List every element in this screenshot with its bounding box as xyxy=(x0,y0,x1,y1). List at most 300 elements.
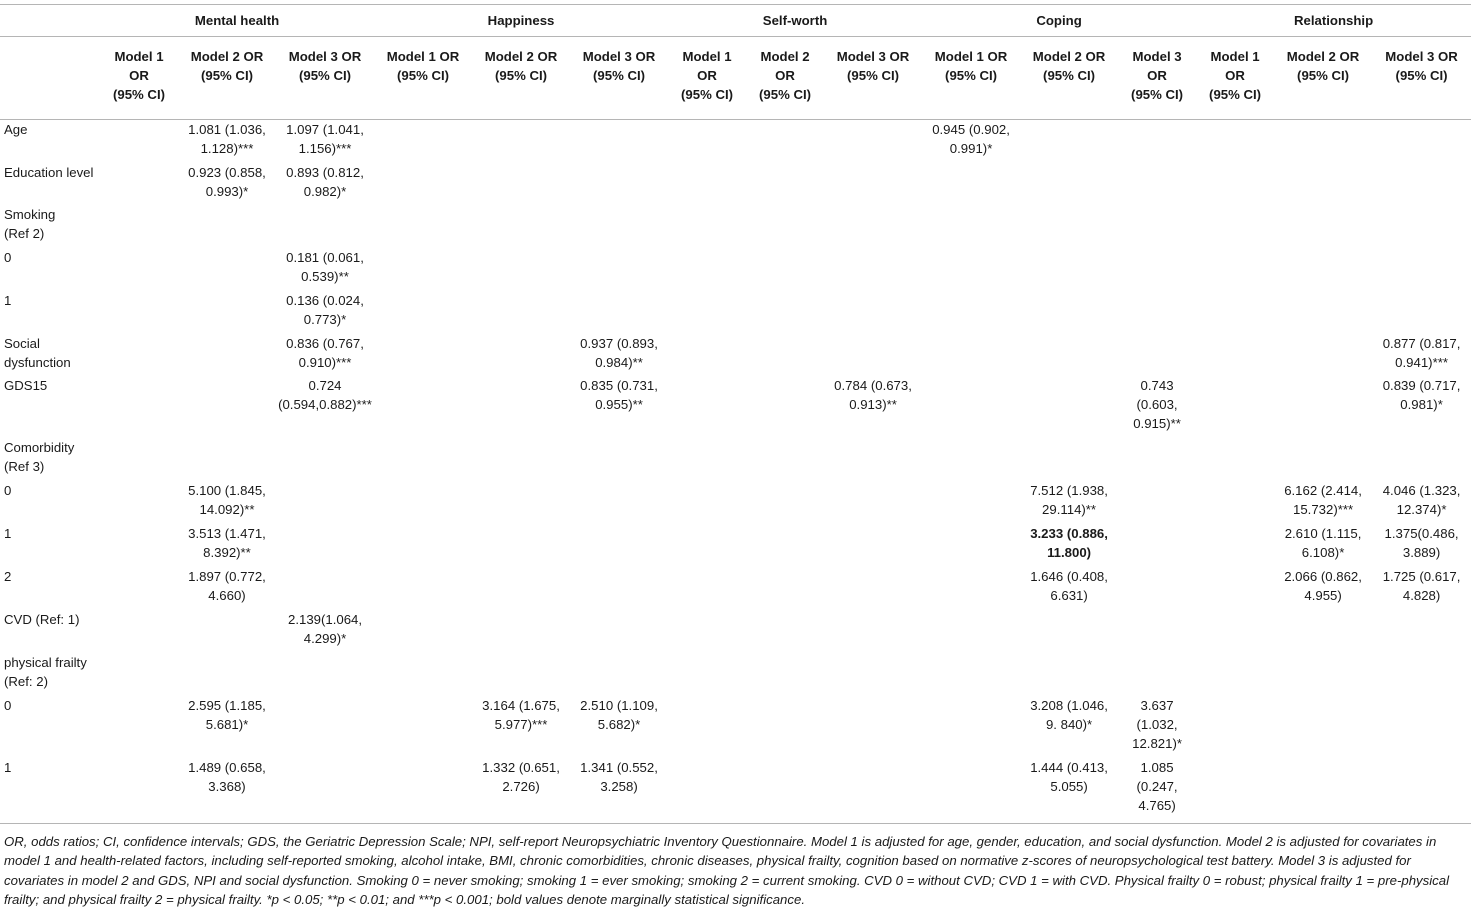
data-cell xyxy=(922,334,1020,376)
data-cell xyxy=(1118,567,1196,610)
cell-line: 0.923 (0.858, xyxy=(188,164,266,180)
cell-line: (95% CI) xyxy=(299,68,352,83)
cell-line: 1.897 (0.772, xyxy=(188,568,266,584)
data-cell xyxy=(100,567,178,610)
data-cell xyxy=(178,120,276,163)
data-cell xyxy=(1274,438,1372,481)
group-mental-health: Mental health xyxy=(100,5,374,37)
data-cell xyxy=(472,248,570,291)
cell-line: 1 xyxy=(4,759,12,775)
cell-line: 0.913)** xyxy=(849,396,897,412)
data-cell xyxy=(1372,758,1471,824)
data-cell xyxy=(374,610,472,653)
data-cell xyxy=(100,610,178,653)
data-cell xyxy=(668,376,746,438)
data-cell xyxy=(1372,334,1471,376)
data-cell xyxy=(1372,696,1471,758)
data-cell xyxy=(472,653,570,696)
data-cell xyxy=(1020,205,1118,248)
model-header-9 xyxy=(824,37,922,120)
data-cell xyxy=(374,758,472,824)
row-label xyxy=(0,163,100,205)
data-cell xyxy=(1118,205,1196,248)
data-cell xyxy=(824,758,922,824)
cell-line: 0 xyxy=(4,249,12,265)
data-cell xyxy=(1020,334,1118,376)
table-row xyxy=(0,481,1471,524)
cell-line: Model 2 OR xyxy=(484,49,558,64)
data-cell xyxy=(100,291,178,334)
cell-line: 3.164 (1.675, xyxy=(482,697,560,713)
data-cell xyxy=(100,120,178,163)
model-header-row xyxy=(0,37,1471,120)
data-cell xyxy=(668,120,746,163)
data-cell xyxy=(276,291,374,334)
data-cell xyxy=(824,205,922,248)
cell-line: 0.993)* xyxy=(205,183,249,199)
cell-line: 0.937 (0.893, xyxy=(580,335,658,351)
data-cell xyxy=(824,696,922,758)
data-cell xyxy=(922,376,1020,438)
cell-line: Model 1 xyxy=(1210,49,1260,64)
row-label xyxy=(0,696,100,758)
data-cell xyxy=(1118,524,1196,567)
data-cell xyxy=(668,334,746,376)
cell-line: 0.181 (0.061, xyxy=(286,249,364,265)
data-cell xyxy=(668,524,746,567)
data-cell xyxy=(374,163,472,205)
data-cell xyxy=(824,163,922,205)
data-cell xyxy=(374,438,472,481)
cell-line: GDS15 xyxy=(4,377,48,393)
data-cell xyxy=(1274,481,1372,524)
cell-line: (95% CI) xyxy=(1395,68,1448,83)
group-relationship: Relationship xyxy=(1196,5,1471,37)
data-cell xyxy=(1118,758,1196,824)
cell-line: Model 1 OR xyxy=(386,49,460,64)
data-cell xyxy=(1274,610,1372,653)
model-header-11 xyxy=(1020,37,1118,120)
cell-line: 3.513 (1.471, xyxy=(188,525,266,541)
data-cell xyxy=(1196,291,1274,334)
data-cell xyxy=(472,291,570,334)
cell-line: (95% CI) xyxy=(945,68,998,83)
cell-line: 1 xyxy=(4,525,12,541)
data-cell xyxy=(1020,567,1118,610)
cell-line: 0.877 (0.817, xyxy=(1382,335,1461,351)
data-cell xyxy=(374,696,472,758)
model-header-15 xyxy=(1372,37,1471,120)
cell-line: 1.489 (0.658, xyxy=(188,759,266,775)
data-cell xyxy=(472,334,570,376)
cell-line: (Ref 2) xyxy=(4,225,45,241)
cell-line: 6.108)* xyxy=(1301,544,1345,560)
cell-line: 12.374)* xyxy=(1396,501,1447,517)
data-cell xyxy=(100,376,178,438)
cell-line: 2.510 (1.109, xyxy=(580,697,658,713)
data-cell xyxy=(746,653,824,696)
results-table xyxy=(0,4,1471,824)
data-cell xyxy=(668,653,746,696)
data-cell xyxy=(824,438,922,481)
cell-line: 5.055) xyxy=(1050,778,1088,794)
row-label xyxy=(0,205,100,248)
data-cell xyxy=(922,120,1020,163)
table-row xyxy=(0,248,1471,291)
table-row xyxy=(0,205,1471,248)
data-cell xyxy=(178,376,276,438)
data-cell xyxy=(1274,205,1372,248)
data-cell xyxy=(472,610,570,653)
cell-line: 4.660) xyxy=(208,587,246,603)
data-cell xyxy=(746,291,824,334)
data-cell xyxy=(1196,438,1274,481)
data-cell xyxy=(1196,653,1274,696)
cell-line: 0.743 xyxy=(1140,377,1174,393)
data-cell xyxy=(746,567,824,610)
data-cell xyxy=(178,610,276,653)
data-cell xyxy=(668,567,746,610)
data-cell xyxy=(746,758,824,824)
data-cell xyxy=(276,438,374,481)
data-cell xyxy=(1118,481,1196,524)
data-cell xyxy=(374,653,472,696)
model-header-3 xyxy=(276,37,374,120)
data-cell xyxy=(746,696,824,758)
cell-line: 14.092)** xyxy=(199,501,255,517)
data-cell xyxy=(1020,524,1118,567)
data-cell xyxy=(374,376,472,438)
data-cell xyxy=(374,205,472,248)
cell-line: Age xyxy=(4,122,28,137)
model-header-10 xyxy=(922,37,1020,120)
model-header-4 xyxy=(374,37,472,120)
cell-line: 6.631) xyxy=(1050,587,1088,603)
cell-line: 1 xyxy=(4,292,12,308)
data-cell xyxy=(374,291,472,334)
data-cell xyxy=(922,438,1020,481)
data-cell xyxy=(1118,163,1196,205)
cell-line: 7.512 (1.938, xyxy=(1030,482,1108,498)
cell-line: (95% CI) xyxy=(681,87,734,102)
data-cell xyxy=(1372,248,1471,291)
data-cell xyxy=(472,120,570,163)
table-row xyxy=(0,291,1471,334)
table-row xyxy=(0,438,1471,481)
data-cell xyxy=(922,653,1020,696)
data-cell xyxy=(276,481,374,524)
cell-line: OR xyxy=(1225,68,1245,83)
cell-line: 3.233 (0.886, xyxy=(1030,525,1108,541)
data-cell xyxy=(1020,438,1118,481)
cell-line: (Ref: 2) xyxy=(4,673,48,689)
data-cell xyxy=(276,696,374,758)
data-cell xyxy=(1274,376,1372,438)
model-header-12 xyxy=(1118,37,1196,120)
cell-line: 0.981)* xyxy=(1400,396,1443,412)
data-cell xyxy=(276,524,374,567)
cell-line: 4.955) xyxy=(1304,587,1342,603)
cell-line: 2.595 (1.185, xyxy=(188,697,266,713)
data-cell xyxy=(668,291,746,334)
data-cell xyxy=(1372,291,1471,334)
cell-line: (Ref 3) xyxy=(4,458,45,474)
data-cell xyxy=(1196,120,1274,163)
table-row xyxy=(0,610,1471,653)
data-cell xyxy=(1118,248,1196,291)
group-coping: Coping xyxy=(922,5,1196,37)
data-cell xyxy=(1372,567,1471,610)
model-header-7 xyxy=(668,37,746,120)
data-cell xyxy=(374,120,472,163)
cell-line: (95% CI) xyxy=(397,68,450,83)
cell-line: 1.444 (0.413, xyxy=(1030,759,1108,775)
data-cell xyxy=(922,567,1020,610)
data-cell xyxy=(1196,248,1274,291)
data-cell xyxy=(668,163,746,205)
cell-line: 1.341 (0.552, xyxy=(580,759,658,775)
data-cell xyxy=(746,334,824,376)
data-cell xyxy=(570,438,668,481)
cell-line: 0.836 (0.767, xyxy=(286,335,364,351)
data-cell xyxy=(276,567,374,610)
data-cell xyxy=(1020,291,1118,334)
data-cell xyxy=(1196,163,1274,205)
row-label xyxy=(0,610,100,653)
data-cell xyxy=(472,163,570,205)
data-cell xyxy=(1372,610,1471,653)
data-cell xyxy=(472,758,570,824)
cell-line: (95% CI) xyxy=(1131,87,1184,102)
model-header-8 xyxy=(746,37,824,120)
data-cell xyxy=(668,758,746,824)
cell-line: 0.955)** xyxy=(595,396,643,412)
data-cell xyxy=(1118,376,1196,438)
data-cell xyxy=(570,696,668,758)
cell-line: OR xyxy=(1147,68,1167,83)
cell-line: Model 3 OR xyxy=(836,49,910,64)
data-cell xyxy=(1118,120,1196,163)
data-cell xyxy=(1274,248,1372,291)
table-row xyxy=(0,163,1471,205)
cell-line: Model 2 xyxy=(760,49,810,64)
data-cell xyxy=(1020,758,1118,824)
data-cell xyxy=(570,291,668,334)
data-cell xyxy=(570,758,668,824)
table-row xyxy=(0,653,1471,696)
data-cell xyxy=(100,334,178,376)
cell-line: (95% CI) xyxy=(759,87,812,102)
cell-line: 3.368) xyxy=(208,778,246,794)
data-cell xyxy=(178,653,276,696)
data-cell xyxy=(1196,758,1274,824)
cell-line: 4.046 (1.323, xyxy=(1382,482,1461,498)
cell-line: 12.821)* xyxy=(1132,735,1182,751)
data-cell xyxy=(100,653,178,696)
data-cell xyxy=(824,653,922,696)
data-cell xyxy=(1372,376,1471,438)
data-cell xyxy=(668,481,746,524)
group-header-row xyxy=(0,5,1471,37)
data-cell xyxy=(276,163,374,205)
row-label xyxy=(0,120,100,163)
data-cell xyxy=(922,205,1020,248)
cell-line: Education level xyxy=(4,164,94,180)
data-cell xyxy=(1274,291,1372,334)
data-cell xyxy=(570,481,668,524)
data-cell xyxy=(1118,696,1196,758)
cell-line: 0.984)** xyxy=(595,354,643,370)
cell-line: 0.893 (0.812, xyxy=(286,164,364,180)
cell-line: 0.724 xyxy=(308,377,342,393)
data-cell xyxy=(100,163,178,205)
data-cell xyxy=(1118,334,1196,376)
cell-line: (1.032, xyxy=(1136,716,1178,732)
data-cell xyxy=(472,438,570,481)
cell-line: (95% CI) xyxy=(200,68,254,83)
data-cell xyxy=(746,610,824,653)
data-cell xyxy=(824,291,922,334)
data-cell xyxy=(276,653,374,696)
cell-line: 1.725 (0.617, xyxy=(1382,568,1461,584)
data-cell xyxy=(922,248,1020,291)
data-cell xyxy=(570,567,668,610)
cell-line: (0.594,0.882)*** xyxy=(278,396,372,412)
data-cell xyxy=(922,163,1020,205)
cell-line: 2.139(1.064, xyxy=(287,611,363,627)
data-cell xyxy=(1196,610,1274,653)
cell-line: 0 xyxy=(4,482,12,498)
row-label xyxy=(0,438,100,481)
data-cell xyxy=(746,120,824,163)
cell-line: 6.162 (2.414, xyxy=(1284,482,1362,498)
cell-line: Model 3 xyxy=(1132,49,1182,64)
data-cell xyxy=(746,524,824,567)
cell-line: 1.375(0.486, xyxy=(1384,525,1459,541)
data-cell xyxy=(178,291,276,334)
cell-line: 4.299)* xyxy=(303,630,347,646)
cell-line: Model 3 OR xyxy=(288,49,362,64)
cell-line: 3.637 xyxy=(1140,697,1174,713)
data-cell xyxy=(1020,696,1118,758)
data-cell xyxy=(922,481,1020,524)
cell-line: 1.128)*** xyxy=(200,141,254,156)
cell-line: 0.136 (0.024, xyxy=(286,292,364,308)
data-cell xyxy=(1118,610,1196,653)
data-cell xyxy=(1372,120,1471,163)
cell-line: physical frailty xyxy=(4,654,87,670)
cell-line: 8.392)** xyxy=(203,544,251,560)
data-cell xyxy=(1274,758,1372,824)
data-cell xyxy=(178,248,276,291)
data-cell xyxy=(824,567,922,610)
data-cell xyxy=(824,376,922,438)
data-cell xyxy=(374,567,472,610)
cell-line: 0.915)** xyxy=(1133,415,1181,431)
cell-line: Model 1 xyxy=(682,49,732,64)
cell-line: 5.682)* xyxy=(597,716,641,732)
cell-line: (0.247, xyxy=(1136,778,1178,794)
table-body xyxy=(0,120,1471,824)
cell-line: (95% CI) xyxy=(112,87,166,102)
data-cell xyxy=(276,120,374,163)
cell-line: Model 3 OR xyxy=(582,49,656,64)
data-cell xyxy=(1118,438,1196,481)
cell-line: (95% CI) xyxy=(1297,68,1350,83)
data-cell xyxy=(1274,163,1372,205)
data-cell xyxy=(922,524,1020,567)
data-cell xyxy=(374,334,472,376)
data-cell xyxy=(746,163,824,205)
cell-line: (0.603, xyxy=(1136,396,1178,412)
cell-line: 3.258) xyxy=(600,778,638,794)
cell-line: 2 xyxy=(4,568,12,584)
data-cell xyxy=(374,524,472,567)
data-cell xyxy=(570,334,668,376)
cell-line: 0.539)** xyxy=(301,268,349,284)
data-cell xyxy=(472,567,570,610)
data-cell xyxy=(746,376,824,438)
data-cell xyxy=(374,481,472,524)
data-cell xyxy=(178,205,276,248)
table-row xyxy=(0,758,1471,824)
data-cell xyxy=(276,248,374,291)
data-cell xyxy=(824,248,922,291)
row-label xyxy=(0,376,100,438)
table-row xyxy=(0,376,1471,438)
data-cell xyxy=(1020,120,1118,163)
cell-line: Social xyxy=(4,335,40,351)
data-cell xyxy=(1196,696,1274,758)
cell-line: 1.085 xyxy=(1140,759,1174,775)
data-cell xyxy=(1118,653,1196,696)
model-header-2 xyxy=(178,37,276,120)
cell-line: 1.097 (1.041, xyxy=(286,122,364,137)
corner-cell-sub xyxy=(0,37,100,120)
data-cell xyxy=(1274,696,1372,758)
data-cell xyxy=(922,291,1020,334)
data-cell xyxy=(100,696,178,758)
data-cell xyxy=(922,758,1020,824)
data-cell xyxy=(668,248,746,291)
data-cell xyxy=(1196,524,1274,567)
data-cell xyxy=(1020,248,1118,291)
data-cell xyxy=(1274,120,1372,163)
cell-line: Model 2 OR xyxy=(1032,49,1106,64)
cell-line: 4.765) xyxy=(1138,797,1176,813)
cell-line: 0.945 (0.902, xyxy=(932,122,1010,137)
data-cell xyxy=(1020,163,1118,205)
data-cell xyxy=(100,248,178,291)
data-cell xyxy=(824,610,922,653)
data-cell xyxy=(570,376,668,438)
data-cell xyxy=(1274,653,1372,696)
data-cell xyxy=(276,334,374,376)
cell-line: 2.610 (1.115, xyxy=(1284,525,1362,541)
data-cell xyxy=(472,696,570,758)
data-cell xyxy=(1372,524,1471,567)
cell-line: Model 2 OR xyxy=(190,49,264,64)
data-cell xyxy=(570,205,668,248)
data-cell xyxy=(1274,524,1372,567)
model-header-6 xyxy=(570,37,668,120)
data-cell xyxy=(570,653,668,696)
data-cell xyxy=(100,205,178,248)
data-cell xyxy=(178,567,276,610)
cell-line: 0.991)* xyxy=(949,141,993,156)
data-cell xyxy=(746,205,824,248)
data-cell xyxy=(1196,481,1274,524)
